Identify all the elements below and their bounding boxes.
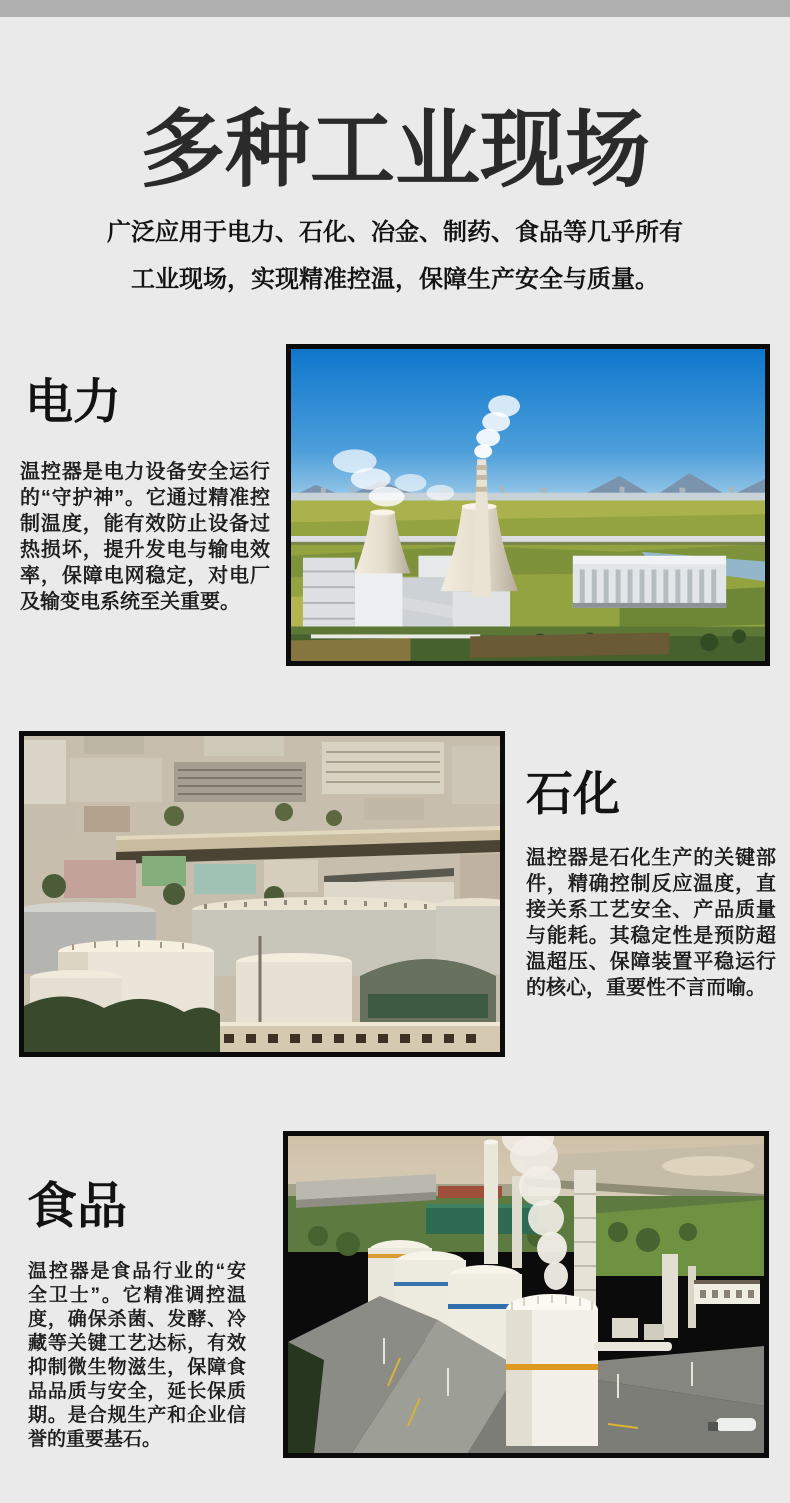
section-petrochemical-heading: 石化 [526,767,620,820]
power-plant-illustration [291,349,765,661]
section-power-body: 温控器是电力设备安全运行的“守护神”。它通过精准控制温度，能有效防止设备过热损坏，提升发电与输电效率，保障电网稳定，对电厂及输变电系统至关重要。 [20,461,270,613]
petrochemical-tank-farm-photo [19,731,505,1057]
petrochemical-illustration [24,736,500,1052]
page-title: 多种工业现场 [139,103,650,198]
page-subtitle [0,209,790,303]
food-industry-gas-plant-photo [283,1131,769,1458]
section-petrochemical-body: 温控器是石化生产的关键部件，精确控制反应温度，直接关系工艺安全、产品质量与能耗。其稳定性是预防超温超压、保障装置平稳运行的核心，重要性不言而喻。 [526,847,776,999]
subtitle-line-2: 工业现场，实现精准控温，保障生产安全与质量。 [131,266,659,293]
subtitle-line-1: 广泛应用于电力、石化、冶金、制药、食品等几乎所有 [107,219,683,246]
section-food-heading: 食品 [27,1178,127,1234]
top-bar [0,0,790,17]
power-plant-photo [286,344,770,666]
section-power-heading: 电力 [25,376,122,429]
section-food-body: 温控器是食品行业的“安全卫士”。它精准调控温度，确保杀菌、发酵、冷藏等关键工艺达标，有效抑制微生物滋生，保障食品品质与安全，延长保质期。是合规生产和企业信誉的重要基石。 [28,1261,246,1450]
food-plant-illustration [288,1136,764,1453]
